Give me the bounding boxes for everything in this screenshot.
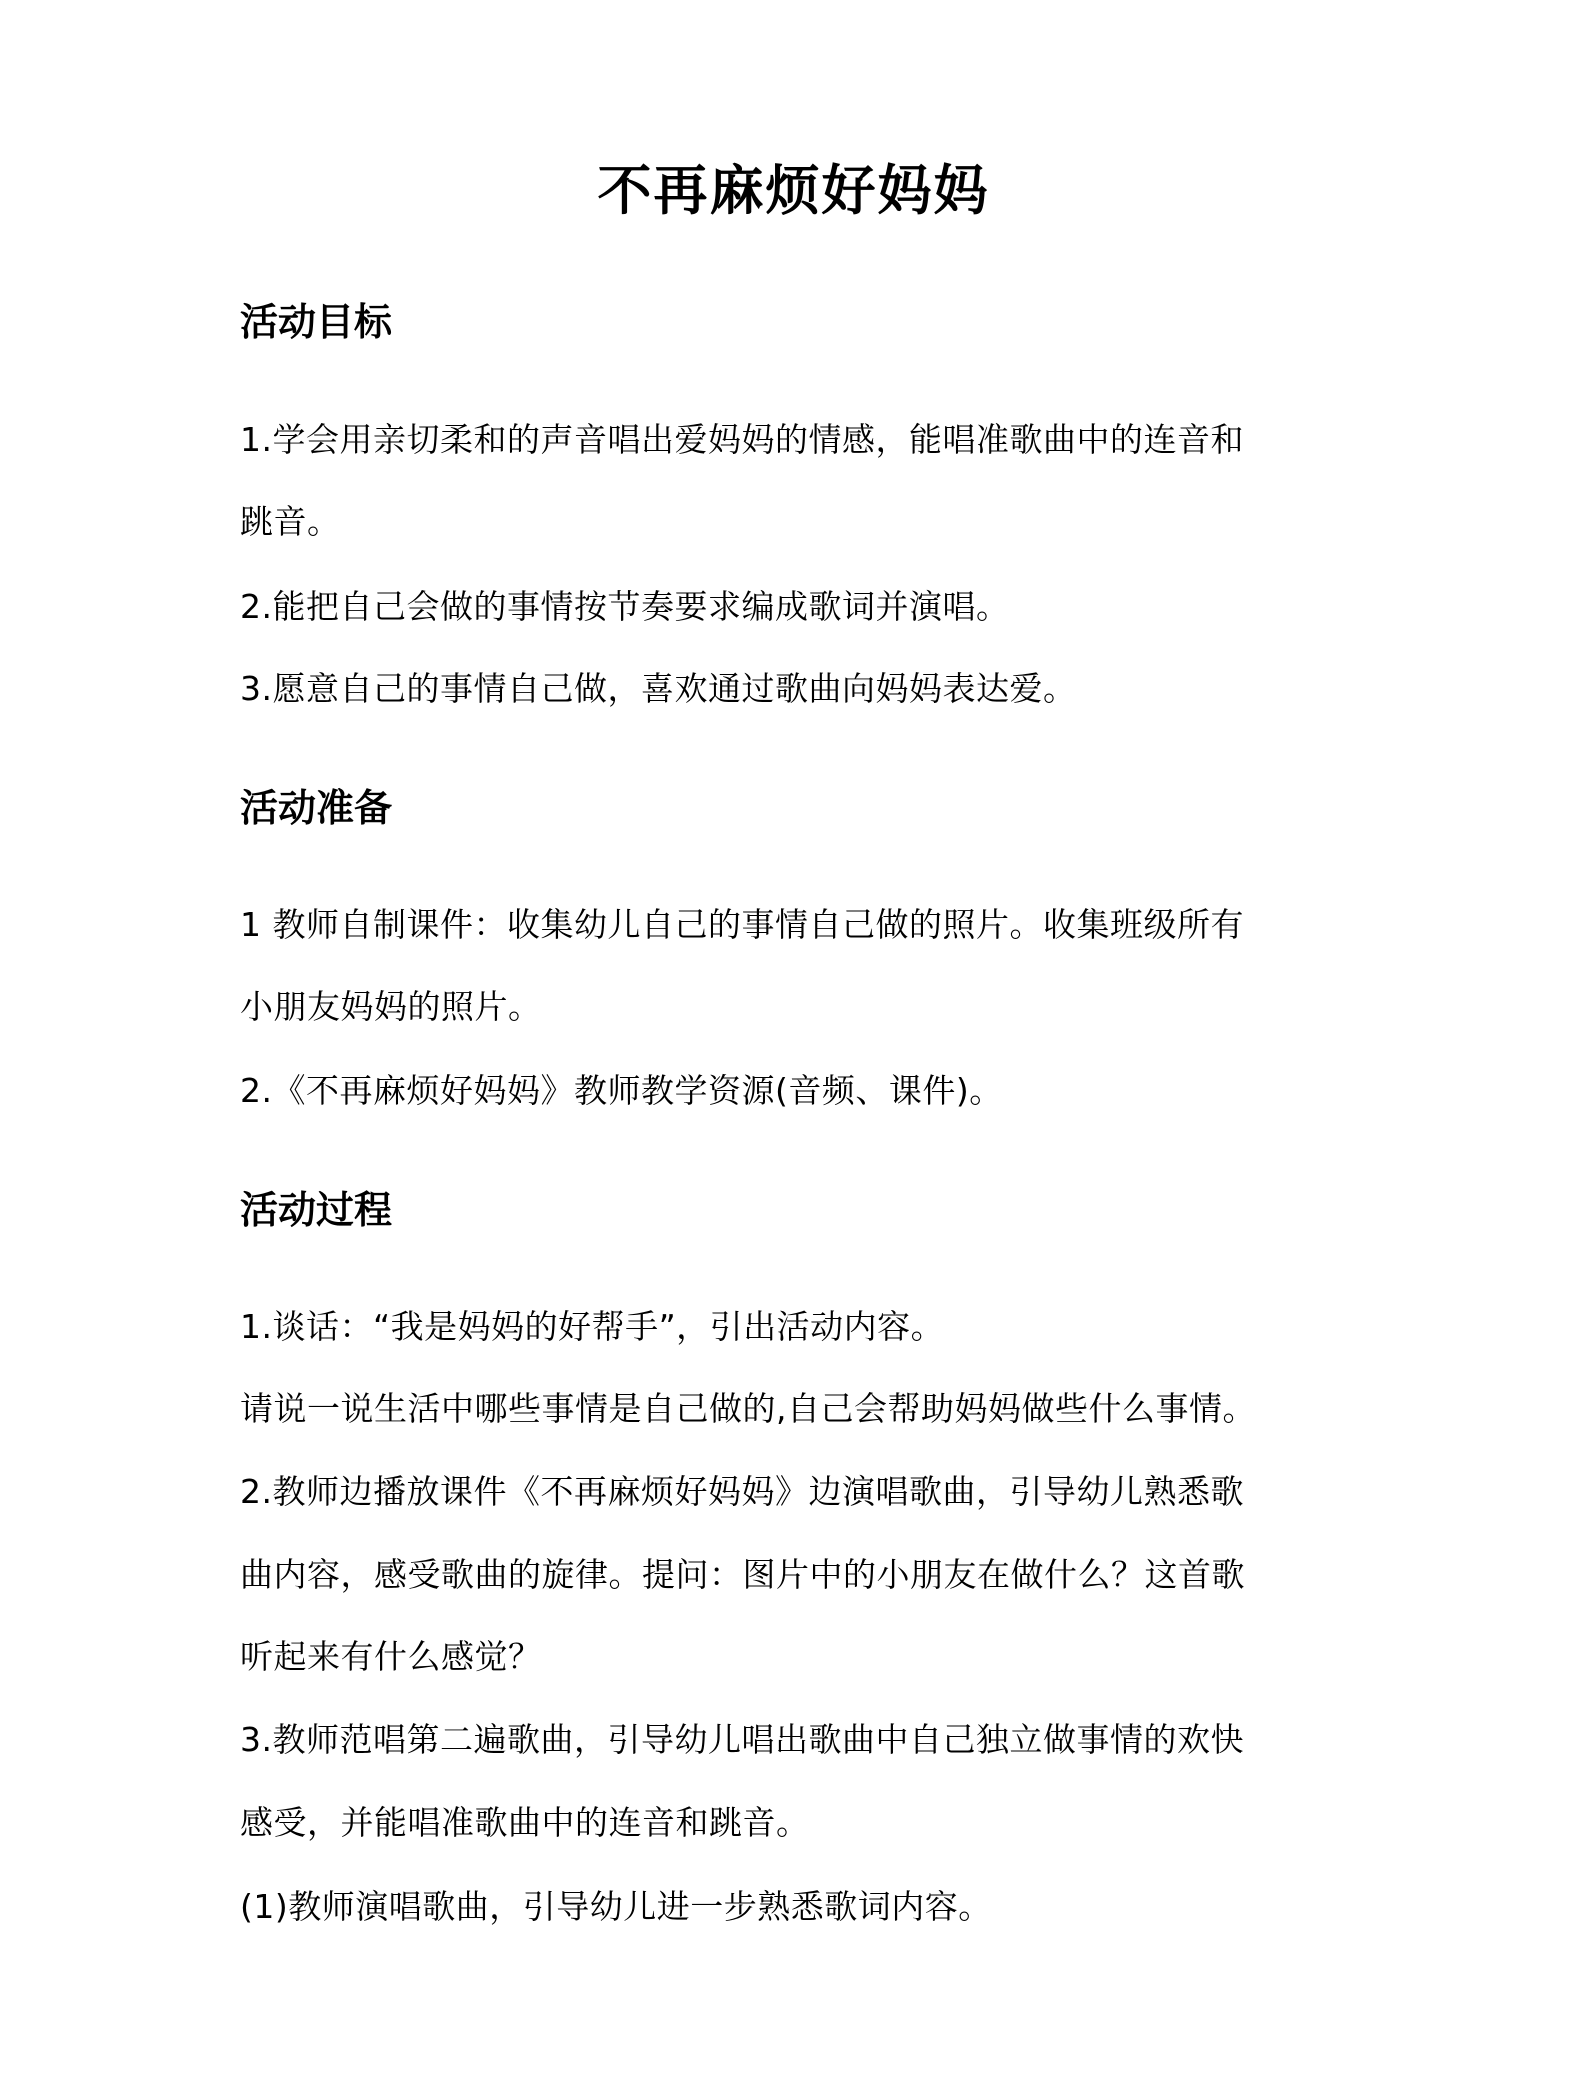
process-line: 曲内容，感受歌曲的旋律。提问：图片中的小朋友在做什么？这首歌 (240, 1555, 1245, 1594)
process-line: 3.教师范唱第二遍歌曲，引导幼儿唱出歌曲中自己独立做事情的欢快 (240, 1720, 1244, 1759)
preparation-line: 1 教师自制课件：收集幼儿自己的事情自己做的照片。收集班级所有 (240, 905, 1244, 944)
document-title: 不再麻烦好妈妈 (597, 158, 990, 222)
process-line: 听起来有什么感觉？ (240, 1637, 542, 1676)
process-line: 1.谈话：“我是妈妈的好帮手”，引出活动内容。 (240, 1307, 945, 1346)
process-line: 请说一说生活中哪些事情是自己做的,自己会帮助妈妈做些什么事情。 (240, 1389, 1256, 1428)
goal-line: 1.学会用亲切柔和的声音唱出爱妈妈的情感，能唱准歌曲中的连音和 (240, 420, 1244, 459)
section-heading-goals: 活动目标 (240, 300, 393, 344)
goal-line: 2.能把自己会做的事情按节奏要求编成歌词并演唱。 (240, 587, 1010, 626)
section-heading-preparation: 活动准备 (240, 786, 393, 830)
process-line: 感受，并能唱准歌曲中的连音和跳音。 (240, 1803, 810, 1842)
process-line: 2.教师边播放课件《不再麻烦好妈妈》边演唱歌曲，引导幼儿熟悉歌 (240, 1472, 1244, 1511)
goal-line: 跳音。 (240, 502, 341, 541)
section-heading-process: 活动过程 (240, 1188, 393, 1232)
process-line: (1)教师演唱歌曲，引导幼儿进一步熟悉歌词内容。 (240, 1887, 992, 1926)
goal-line: 3.愿意自己的事情自己做，喜欢通过歌曲向妈妈表达爱。 (240, 669, 1077, 708)
preparation-line: 小朋友妈妈的照片。 (240, 987, 542, 1026)
preparation-line: 2.《不再麻烦好妈妈》教师教学资源(音频、课件)。 (240, 1071, 1003, 1110)
